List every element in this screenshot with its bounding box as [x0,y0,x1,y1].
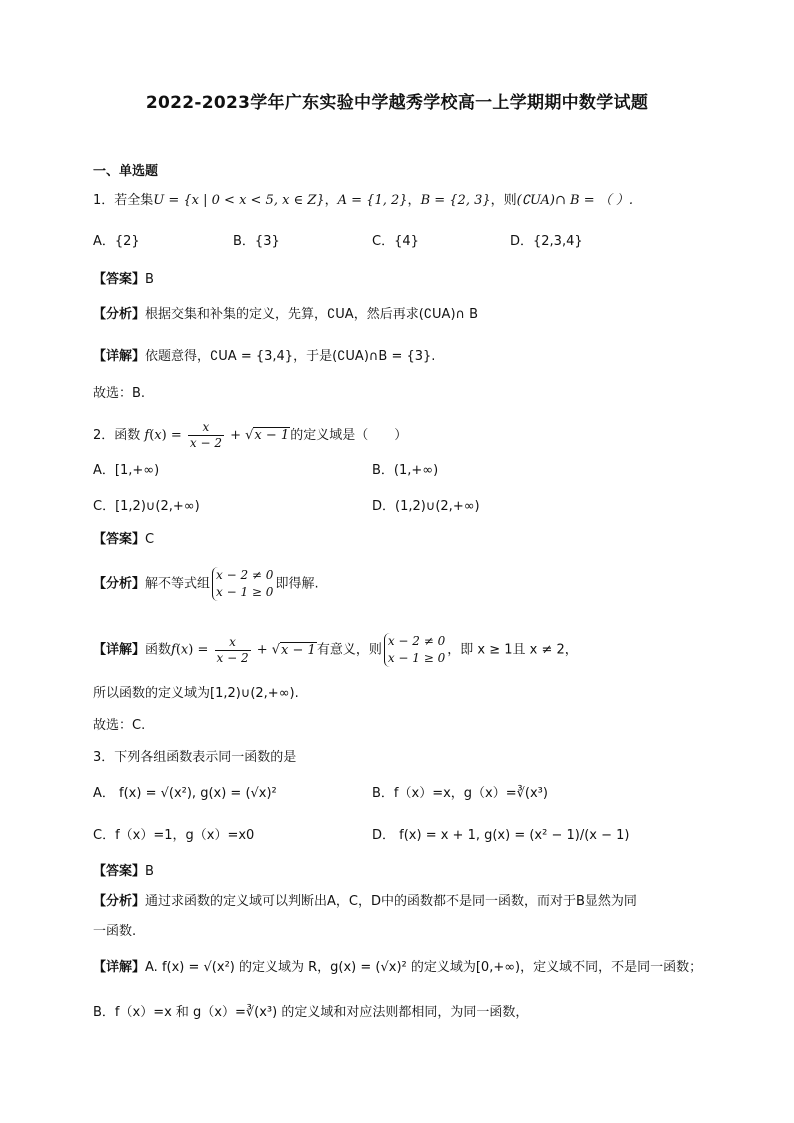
q1-choose: 故选：B. [93,386,146,401]
q2-option-d: D．(1,2)∪(2,+∞) [372,499,480,514]
q3-detail-line2: B．f（x）=x 和 g（x）=∛(x³) 的定义域和对应法则都相同，为同一函数， [93,1005,529,1020]
q2-analysis: 【分析】解不等式组 x − 2 ≠ 0 x − 1 ≥ 0 即得解. [93,568,319,599]
q1-option-a: A．{2} [93,234,140,249]
q3-option-c: C．f（x）=1，g（x）=x0 [93,828,255,843]
q3-analysis-line2: 一函数. [93,924,137,939]
q2-conclusion: 所以函数的定义域为[1,2)∪(2,+∞). [93,686,299,701]
q1-option-d: D．{2,3,4} [510,234,583,249]
q1-set-b: B = {2, 3} [420,193,491,208]
q2-option-b: B．(1,+∞) [372,463,439,478]
q3-analysis-line1: 【分析】通过求函数的定义域可以判断出A，C，D中的函数都不是同一函数，而对于B显然为同 [93,894,637,909]
q1-option-c: C．{4} [372,234,419,249]
q1-analysis-text: 根据交集和补集的定义，先算，∁UA，然后再求(∁UA)∩ B [145,307,479,322]
q3-option-b: B．f（x）=x，g（x）=∛(x³) [372,786,548,801]
q3-detail-line1: 【详解】A. f(x) = √(x²) 的定义域为 R，g(x) = (√x)² 的定义域为[0,+∞)，定义域不同，不是同一函数； [93,960,703,975]
answer-tag: 【答案】 [93,272,146,287]
q2-stem: 2．函数 f(x) = $\frac{x}{x - 2}$ + √x − 1的定义域是（ ） [93,420,408,450]
q3-answer-value: B [145,864,154,879]
q2-detail: 【详解】函数f(x) = $\frac{x}{x - 2}$ + √x − 1有意义，则 x − 2 ≠ 0 x − 1 ≥ 0 ，即 x ≥ 1且 x ≠ 2， [93,634,578,665]
q1-detail-text: 依题意得，∁UA = {3,4}，于是(∁UA)∩B = {3}. [145,349,436,364]
q1-stem-prefix: 1．若全集 [93,193,154,208]
q3-answer: 【答案】B [93,864,154,879]
q1-answer [93,270,154,290]
q3-option-a: A． f(x) = √(x²), g(x) = (√x)² [93,786,277,801]
q1-answer-value: B [145,272,154,287]
section-heading: 一、单选题 [93,164,159,179]
q2-choose: 故选：C. [93,718,146,733]
q1-set-a: A = {1, 2} [337,193,408,208]
page-title: 2022-2023学年广东实验中学越秀学校高一上学期期中数学试题 [145,93,649,113]
detail-tag: 【详解】 [93,349,146,364]
q1-detail [93,347,435,367]
q1-option-b: B．{3} [233,234,280,249]
q1-analysis [93,305,478,325]
q2-answer: 【答案】C [93,532,155,547]
q2-option-c: C．[1,2)∪(2,+∞) [93,499,200,514]
q1-ask-expr: (∁UA)∩ B = （ ）. [516,193,633,208]
q3-option-d: D． f(x) = x + 1, g(x) = (x² − 1)/(x − 1) [372,828,630,843]
inequality-system: x − 2 ≠ 0 x − 1 ≥ 0 [212,567,273,601]
q2-option-a: A．[1,+∞) [93,463,160,478]
q2-stem-suffix: 的定义域是（ ） [290,428,408,443]
q1-stem: 1．若全集U = {x | 0 < x < 5, x ∈ Z}，A = {1, 2}，B = {2, 3}，则(∁UA)∩ B = （ ）. [93,193,633,208]
q2-answer-value: C [145,532,155,547]
analysis-tag: 【分析】 [93,307,146,322]
q1-set-u: U = {x | 0 < x < 5, x ∈ Z} [153,193,325,208]
q1-ask-prefix: ，则 [490,193,517,208]
q3-stem: 3．下列各组函数表示同一函数的是 [93,750,297,765]
